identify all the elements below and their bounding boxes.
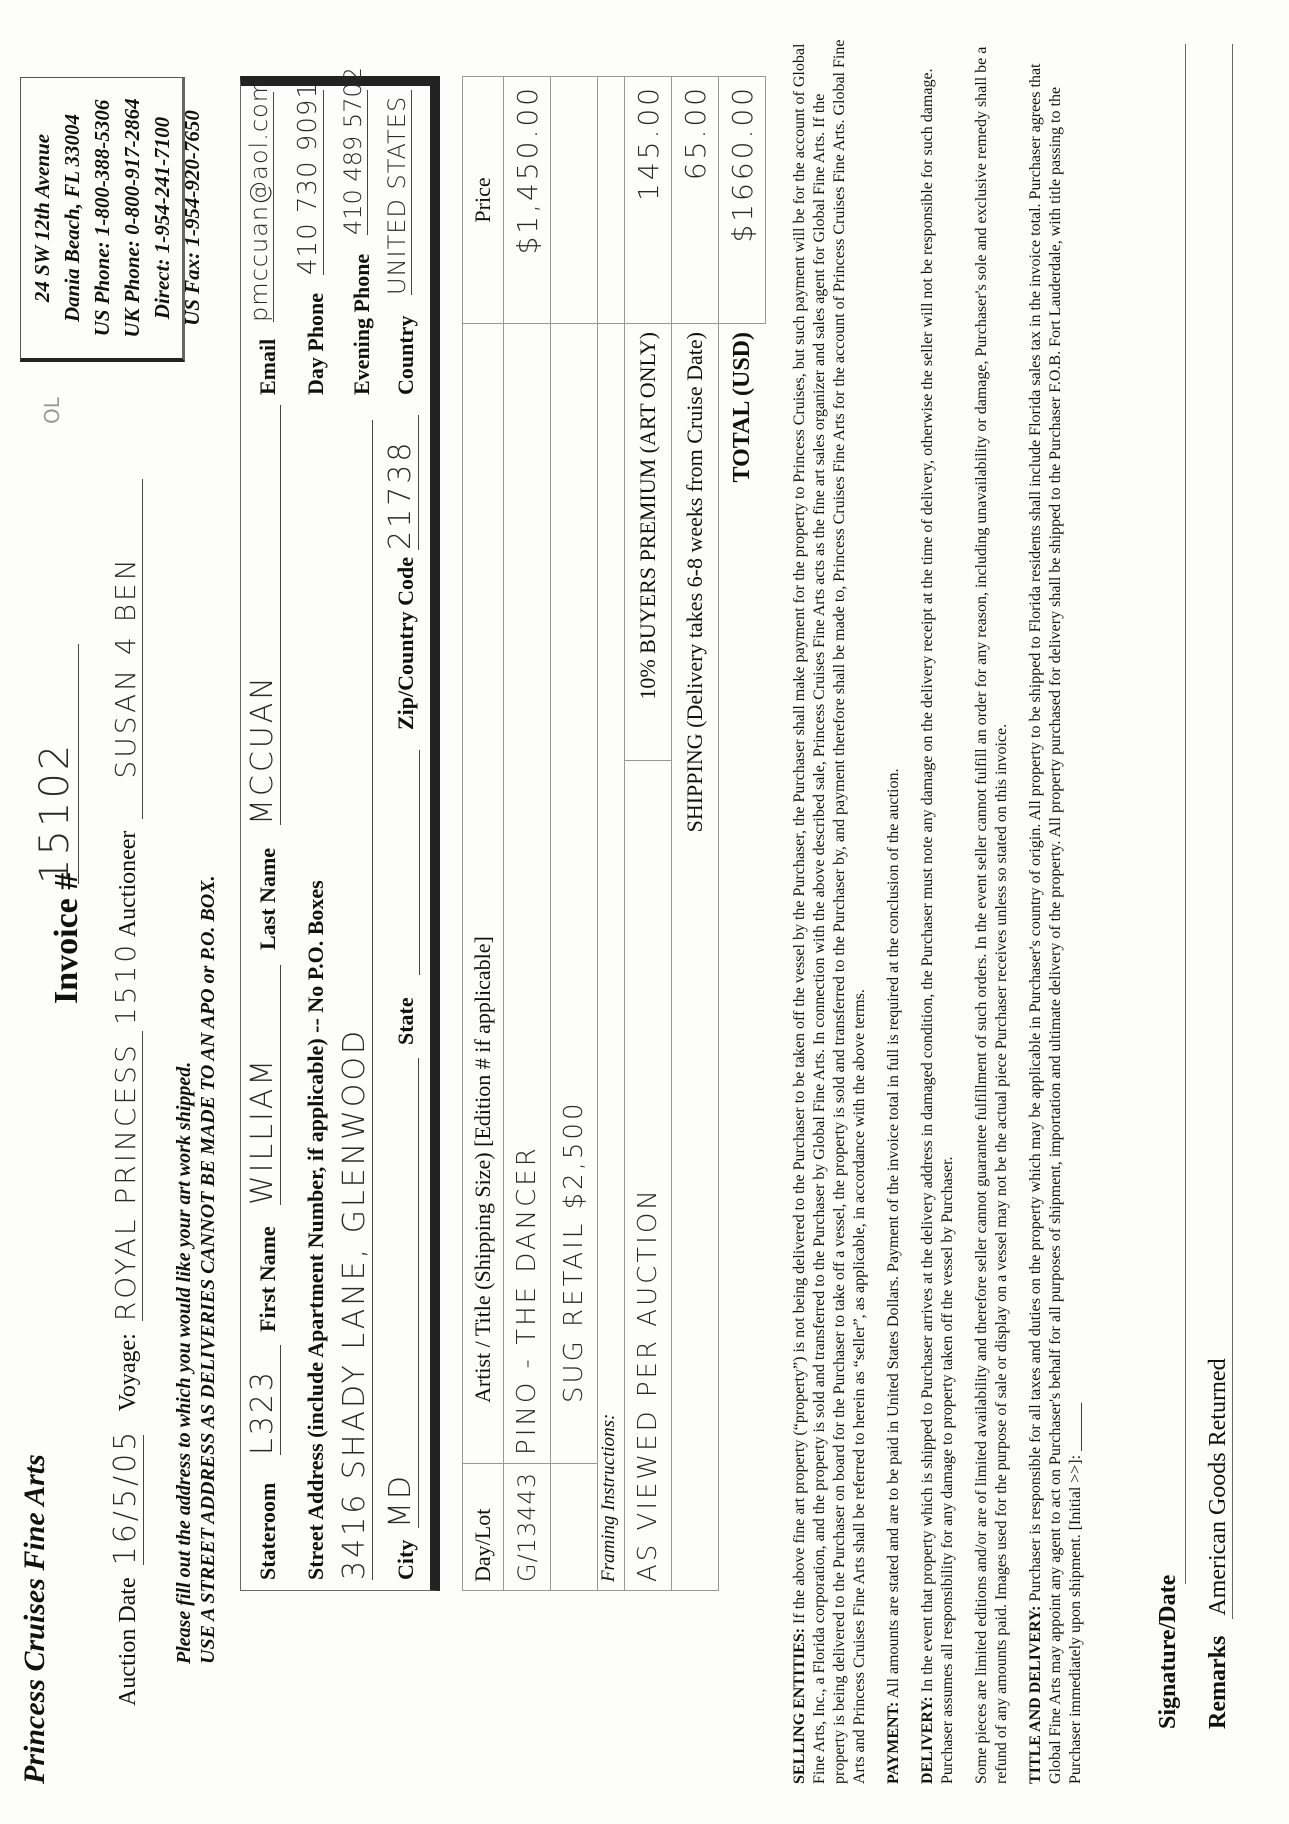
payment-clause	[884, 39, 904, 1784]
shipping-value[interactable]: 65.00	[672, 77, 719, 324]
us-phone: US Phone: 1-800-388-5306	[90, 99, 114, 337]
col-artist-header: Artist / Title (Shipping Size) [Edition # if applicable]	[463, 324, 504, 1464]
description-cell[interactable]: SUG RETAIL $2,500	[551, 324, 598, 1464]
day-phone-label: Day Phone	[303, 292, 328, 395]
auctioneer-field[interactable]: SUSAN 4 BEN	[109, 479, 143, 819]
street-address-field[interactable]: 3416 SHADY LANE, GLENWOOD	[337, 420, 373, 1580]
auction-date-field[interactable]: 16/5/05	[108, 1428, 143, 1566]
evening-phone-field[interactable]: 410 489 5702	[339, 67, 367, 235]
zip-field[interactable]: 21738	[383, 415, 419, 550]
last-name-field[interactable]: MCCUAN	[245, 405, 281, 825]
col-daylot-header: Day/Lot	[463, 1463, 504, 1590]
remarks-label: Remarks	[1205, 1635, 1231, 1729]
total-label: TOTAL (USD)	[728, 332, 755, 483]
remarks-value: American Goods Returned	[1205, 1358, 1231, 1616]
clause-title: DELIVERY:	[919, 1696, 936, 1784]
delivery-clause	[918, 39, 958, 1784]
state-label: State	[393, 997, 418, 1045]
uk-phone: UK Phone: 0-800-917-2864	[120, 98, 144, 338]
price-cell[interactable]	[551, 77, 598, 324]
remarks-underline	[1232, 44, 1233, 1619]
selling-entities-clause	[790, 39, 870, 1784]
margin-mark: OL	[40, 397, 64, 424]
items-table	[462, 76, 766, 1591]
auction-info-row	[108, 479, 144, 1706]
col-price-header: Price	[463, 77, 504, 324]
empty-cell	[598, 77, 625, 324]
items-header-row	[463, 77, 504, 1591]
first-name-label: First Name	[255, 1226, 280, 1332]
voyage-number: 1510	[109, 941, 142, 1026]
auctioneer-label: Auctioneer	[115, 830, 141, 938]
address-line: 24 SW 12th Avenue	[30, 133, 54, 303]
city-field[interactable]: MD	[383, 1058, 419, 1528]
invoice-number-field[interactable]: 15102	[32, 644, 79, 884]
company-address-box	[20, 77, 204, 362]
framing-label: Framing Instructions:	[598, 324, 625, 1591]
state-field[interactable]	[383, 750, 420, 975]
framing-instructions-field[interactable]: AS VIEWED PER AUCTION	[625, 761, 672, 1591]
address-line: Dania Beach, FL 33004	[60, 113, 84, 323]
description-cell[interactable]: PINO - THE DANCER	[504, 324, 551, 1464]
notice-line-2: USE A STREET ADDRESS AS DELIVERIES CANNOT BE MADE TO AN APO or P.O. BOX.	[197, 875, 219, 1664]
country-label: Country	[393, 315, 418, 395]
price-cell[interactable]: $1,450.00	[504, 77, 551, 324]
shipping-row	[672, 77, 719, 1591]
clause-text: If the above fine art property (“property”) is not being delivered to the Purchaser to be taken off the vessel by the Purchaser, the Purchaser shall make payment for the property to Princess Cruises, but such payment will be for the account of Global Fine Arts, Inc., a Florida corporation, and the property is sold and transferred to the Purchaser by Global Fine Arts. In connection with the above described sale, Princess Cruises Fine Arts acts as the fine art sales organizer and sales agent for Global Fine Arts. If the property is being delivered to the Purchaser on board for the Purchaser to take off a vessel, the property is sold and transferred to the Purchaser by, and payment therefore shall be made to, Princess Cruises Fine Arts for the account of Princess Cruises Fine Arts. Global Fine Arts and Princess Cruises Fine Arts shall be referred to herein as “seller”, as applicable, in accordance with the above terms.	[791, 39, 868, 1784]
first-name-field[interactable]: WILLIAM	[245, 965, 281, 1205]
remarks-row	[1205, 1358, 1232, 1729]
signature-field[interactable]	[1185, 44, 1186, 1584]
customer-info-box	[240, 67, 440, 1591]
clause-text: In the event that property which is shipped to Purchaser arrives at the delivery address in damaged condition, the Purchaser must note any damage on the delivery receipt at the time of delivery, otherwise the seller will not be responsible for such damage. Purchaser assumes all responsibility for any damage to property taken off the vessel by Purchaser.	[919, 68, 956, 1784]
email-label: Email	[255, 338, 280, 395]
terms-section	[790, 39, 1100, 1784]
voyage-field[interactable]: ROYAL PRINCESS	[109, 1031, 143, 1321]
auction-date-label: Auction Date	[115, 1577, 141, 1706]
evening-phone-label: Evening Phone	[349, 253, 374, 395]
clause-title: PAYMENT:	[885, 1701, 902, 1784]
notice-line-1: Please fill out the address to which you would like your art work shipped.	[173, 1061, 195, 1664]
table-row	[504, 77, 551, 1591]
stateroom-field[interactable]: L323	[245, 1345, 281, 1455]
country-field[interactable]: UNITED STATES	[383, 90, 412, 295]
limited-editions-clause: Some pieces are limited editions and/or are of limited availability and therefore seller cannot guarantee fulfillment of such orders. In the event seller cannot fulfill an order for any reason, including unavailability or damage, Purchaser's sole and exclusive remedy shall be a refund of any amounts paid. Images used for the purpose of sale or display on a vessel may not be the actual piece Purchaser receives unless so stated on this invoice.	[973, 46, 1010, 1784]
last-name-label: Last Name	[255, 847, 280, 950]
direct-phone: Direct: 1-954-241-7100	[150, 116, 174, 320]
city-label: City	[393, 1539, 418, 1580]
street-address-label: Street Address (include Apartment Number, if applicable) -- No P.O. Boxes	[303, 880, 328, 1580]
email-field[interactable]: pmccuan@aol.com	[245, 77, 273, 322]
daylot-cell[interactable]	[551, 1463, 598, 1590]
total-value[interactable]: $1660.00	[719, 77, 766, 324]
table-row	[551, 77, 598, 1591]
zip-label: Zip/Country Code	[393, 557, 418, 730]
company-name: Princess Cruises Fine Arts	[18, 1454, 51, 1784]
clause-title: TITLE AND DELIVERY:	[1027, 1605, 1044, 1784]
clause-text: Purchaser is responsible for all taxes and duties on the property which may be applicable in Purchaser's country of origin. All property to be shipped to Florida residents shall include Florida sales tax in the invoice total. Purchaser agrees that Global Fine Arts may appoint any agent to act on Purchaser's behalf for all purposes of shipment, importation and ultimate delivery of the property. All property purchased for delivery shall be shipped to the Purchaser F.O.B. Fort Lauderdale, with title passing to the Purchaser immediately upon shipment. [Initial >>]: ______	[1027, 63, 1084, 1784]
premium-value[interactable]: 145.00	[625, 77, 672, 324]
premium-row	[625, 77, 672, 1591]
stateroom-label: Stateroom	[255, 1482, 280, 1580]
framing-row	[598, 77, 625, 1591]
total-row	[719, 77, 766, 1591]
clause-text: All amounts are stated and are to be paid in United States Dollars. Payment of the invoice total in full is required at the conclusion of the auction.	[885, 768, 902, 1699]
day-phone-field[interactable]: 410 730 9091	[293, 81, 323, 275]
title-delivery-clause	[1026, 39, 1086, 1784]
shipping-label: SHIPPING (Delivery takes 6-8 weeks from Cruise Date)	[672, 324, 719, 1591]
premium-label: 10% BUYERS PREMIUM (ART ONLY)	[625, 324, 672, 761]
us-fax: US Fax: 1-954-920-7650	[180, 110, 204, 326]
signature-label: Signature/Date	[1155, 1574, 1181, 1729]
invoice-label: Invoice #	[48, 872, 85, 1004]
daylot-cell[interactable]: G/13443	[504, 1463, 551, 1590]
clause-title: SELLING ENTITIES:	[791, 1627, 808, 1784]
shipping-notice	[172, 875, 220, 1664]
voyage-label: Voyage:	[115, 1333, 141, 1412]
